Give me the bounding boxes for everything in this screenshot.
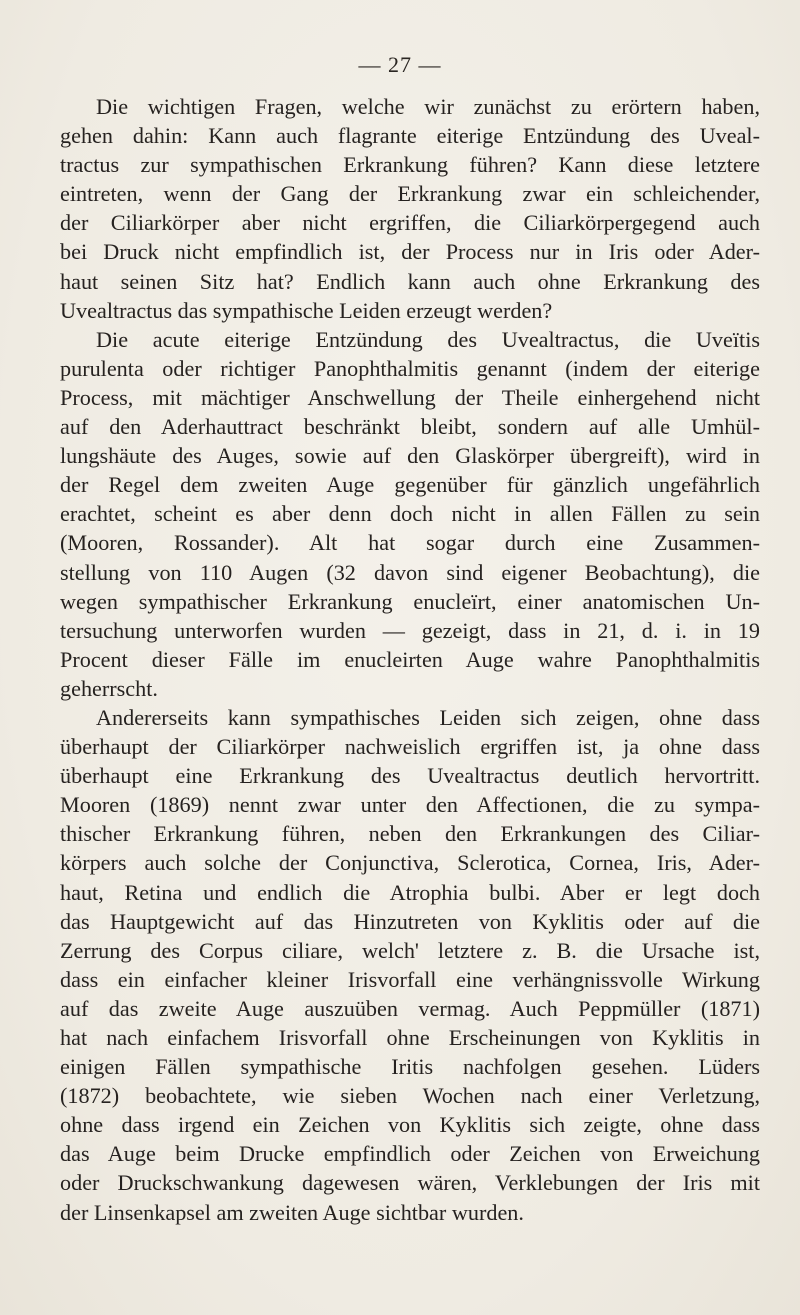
text-line: der Regel dem zweiten Auge gegenüber für gänzlich ungefährlich (60, 472, 760, 498)
page-number: — 27 — (358, 52, 442, 77)
text-line: Mooren (1869) nennt zwar unter den Affectionen, die zu sympa- (60, 792, 760, 818)
text-line: haut, Retina und endlich die Atrophia bulbi. Aber er legt doch (60, 879, 760, 905)
text-line: Die acute eiterige Entzündung des Uvealtractus, die Uveïtis (96, 326, 760, 352)
text-line: körpers auch solche der Conjunctiva, Sclerotica, Cornea, Iris, Ader- (60, 850, 760, 876)
text-line: Die wichtigen Fragen, welche wir zunächst zu erörtern haben, (96, 94, 760, 119)
text-line: wegen sympathischer Erkrankung enucleïrt, einer anatomischen Un- (60, 588, 760, 614)
text-line: auf den Aderhauttract beschränkt bleibt, sondern auf alle Umhül- (60, 414, 760, 440)
text-line: auf das zweite Auge auszuüben vermag. Auch Peppmüller (1871) (60, 995, 760, 1021)
text-line: Andererseits kann sympathisches Leiden sich zeigen, ohne dass (96, 704, 760, 730)
body-text (60, 92, 760, 1227)
text-line: hat nach einfachem Irisvorfall ohne Erscheinungen von Kyklitis in (60, 1025, 760, 1050)
text-line: (Mooren, Rossander). Alt hat sogar durch eine Zusammen- (60, 530, 760, 556)
text-line: Procent dieser Fälle im enucleirten Auge wahre Panophthalmitis (60, 646, 760, 672)
text-line: thischer Erkrankung führen, neben den Erkrankungen des Ciliar- (60, 821, 760, 847)
text-line: der Linsenkapsel am zweiten Auge sichtbar wurden. (60, 1199, 524, 1225)
text-line: das Auge beim Drucke empfindlich oder Zeichen von Erweichung (60, 1141, 760, 1167)
text-line: der Ciliarkörper aber nicht ergriffen, die Ciliarkörpergegend auch (60, 210, 760, 236)
text-line: überhaupt eine Erkrankung des Uvealtractus deutlich hervortritt. (60, 763, 760, 789)
text-line: Process, mit mächtiger Anschwellung der Theile einhergehend nicht (60, 384, 760, 410)
text-line: erachtet, scheint es aber denn doch nicht in allen Fällen zu sein (60, 501, 760, 527)
text-line: Uvealtractus das sympathische Leiden erzeugt werden? (60, 297, 553, 323)
text-line: das Hauptgewicht auf das Hinzutreten von Kyklitis oder auf die (60, 908, 760, 934)
text-line: stellung von 110 Augen (32 davon sind eigener Beobachtung), die (60, 559, 760, 585)
text-line: lungshäute des Auges, sowie auf den Glaskörper übergreift), wird in (60, 443, 760, 469)
text-line: dass ein einfacher kleiner Irisvorfall eine verhängnissvolle Wirkung (60, 966, 760, 992)
text-line: tersuchung unterworfen wurden — gezeigt, dass in 21, d. i. in 19 (60, 617, 760, 643)
text-line: (1872) beobachtete, wie sieben Wochen nach einer Verletzung, (60, 1083, 760, 1109)
text-line: Zerrung des Corpus ciliare, welch' letztere z. B. die Ursache ist, (60, 937, 760, 963)
text-line: haut seinen Sitz hat? Endlich kann auch ohne Erkrankung des (60, 268, 760, 294)
text-line: tractus zur sympathischen Erkrankung führen? Kann diese letztere (60, 152, 760, 178)
text-line: überhaupt der Ciliarkörper nachweislich ergriffen ist, ja ohne dass (60, 734, 760, 760)
text-line: gehen dahin: Kann auch flagrante eiterige Entzündung des Uveal- (60, 123, 760, 149)
text-line: ohne dass irgend ein Zeichen von Kyklitis sich zeigte, ohne dass (60, 1112, 760, 1138)
text-line: bei Druck nicht empfindlich ist, der Process nur in Iris oder Ader- (60, 239, 760, 265)
text-line: purulenta oder richtiger Panophthalmitis genannt (indem der eiterige (60, 355, 760, 381)
text-line: eintreten, wenn der Gang der Erkrankung zwar ein schleichender, (60, 181, 760, 207)
text-line: geherrscht. (60, 675, 158, 701)
text-line: einigen Fällen sympathische Iritis nachfolgen gesehen. Lüders (60, 1054, 760, 1080)
text-line: oder Druckschwankung dagewesen wären, Verklebungen der Iris mit (60, 1170, 760, 1196)
